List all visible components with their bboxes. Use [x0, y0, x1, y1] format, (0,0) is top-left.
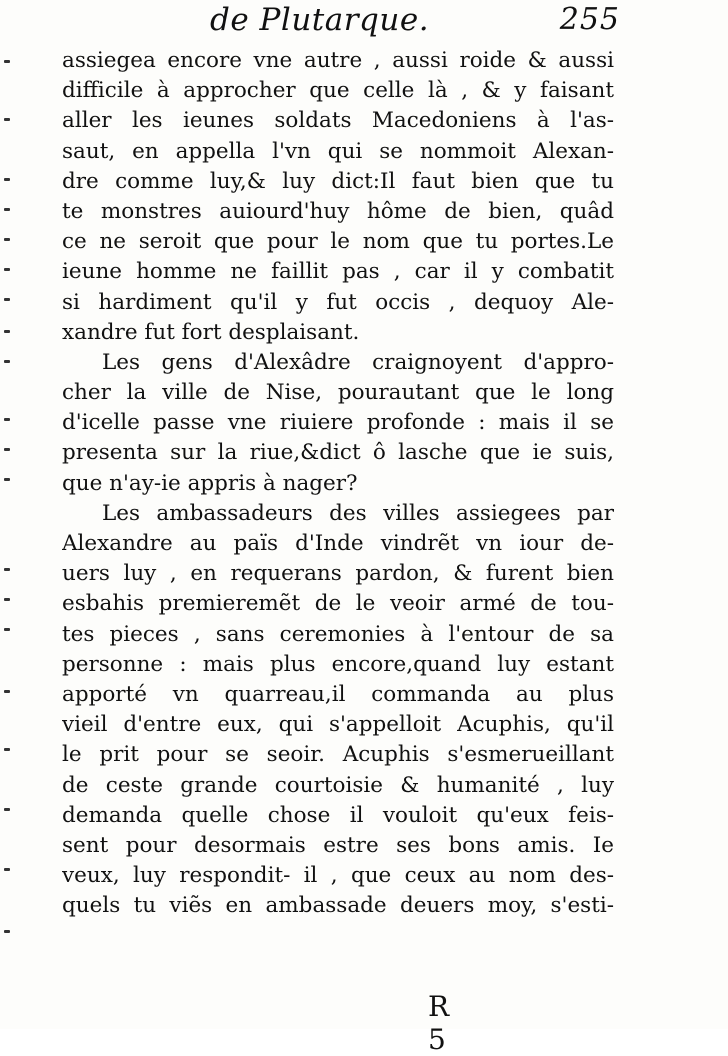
gutter-mark: [4, 118, 10, 121]
gutter-mark: [4, 690, 10, 693]
text-line: si hardiment qu'il y fut occis , dequoy Ale-: [62, 289, 614, 315]
gutter-mark: [4, 598, 10, 601]
gutter-mark: [4, 298, 10, 301]
gutter-mark: [4, 330, 10, 333]
text-line: Les ambassadeurs des villes assiegees par: [102, 500, 614, 526]
running-title: de Plutarque.: [210, 2, 430, 38]
text-line: cher la ville de Nise, pourautant que le long: [62, 380, 614, 406]
text-line: esbahis premieremẽt de le veoir armé de tou-: [62, 591, 614, 617]
gutter-mark: [4, 628, 10, 631]
gutter-mark: [4, 748, 10, 751]
page-number: 255: [559, 2, 620, 37]
text-line: Les gens d'Alexâdre craignoyent d'appro-: [102, 349, 614, 375]
running-head: [60, 0, 620, 44]
text-line: personne : mais plus encore,quand luy estant: [62, 651, 614, 677]
gutter-mark: [4, 418, 10, 421]
text-line: Alexandre au païs d'Inde vindrẽt vn iour de-: [62, 531, 614, 556]
gutter-mark: [4, 448, 10, 451]
gutter-mark: [4, 360, 10, 363]
text-line: te monstres auiourd'huy hôme de bien, quâd: [62, 198, 614, 224]
gutter-mark: [4, 268, 10, 271]
text-line: apporté vn quarreau,il commanda au plus: [62, 681, 614, 707]
body-text: [62, 46, 614, 921]
text-line: vieil d'entre eux, qui s'appelloit Acuphis, qu'il: [62, 712, 614, 738]
gutter-mark: [4, 60, 10, 63]
gutter-mark: [4, 178, 10, 181]
text-line: tes pieces , sans ceremonies à l'entour de sa: [62, 621, 614, 647]
text-line: sent pour desormais estre ses bons amis. Ie: [62, 832, 614, 858]
text-line: d'icelle passe vne riuiere profonde : mais il se: [62, 410, 614, 436]
signature-mark: R 5: [428, 990, 488, 1056]
text-line: aller les ieunes soldats Macedoniens à l'as-: [62, 108, 614, 134]
text-line: xandre fut fort desplaisant.: [62, 319, 360, 345]
gutter-mark: [4, 568, 10, 571]
text-line: de ceste grande courtoisie & humanité , luy: [62, 772, 614, 798]
text-line: uers luy , en requerans pardon, & furent bien: [62, 561, 614, 587]
gutter-mark: [4, 868, 10, 871]
gutter-mark: [4, 478, 10, 481]
gutter-mark: [4, 930, 10, 933]
text-line: ce ne seroit que pour le nom que tu portes.Le: [62, 229, 614, 255]
gutter-marks: [0, 0, 18, 1029]
text-line: dre comme luy,& luy dict:Il faut bien que tu: [62, 168, 614, 194]
text-line: veux, luy respondit- il , que ceux au nom des-: [62, 863, 614, 889]
text-line: que n'ay-ie appris à nager?: [62, 470, 358, 496]
text-line: saut, en appella l'vn qui se nommoit Alexan-: [62, 138, 614, 164]
text-line: assiegea encore vne autre , aussi roide & aussi: [62, 48, 614, 73]
text-line: le prit pour se seoir. Acuphis s'esmerueillant: [62, 742, 614, 768]
text-line: demanda quelle chose il vouloit qu'eux feis-: [62, 802, 614, 828]
text-line: ieune homme ne faillit pas , car il y combatit: [62, 259, 614, 285]
text-line: presenta sur la riue,&dict ô lasche que ie suis,: [62, 440, 614, 466]
text-line: difficile à approcher que celle là , & y faisant: [62, 78, 614, 104]
text-line: quels tu viẽs en ambassade deuers moy, s'esti-: [62, 893, 614, 919]
gutter-mark: [4, 808, 10, 811]
gutter-mark: [4, 238, 10, 241]
gutter-mark: [4, 208, 10, 211]
